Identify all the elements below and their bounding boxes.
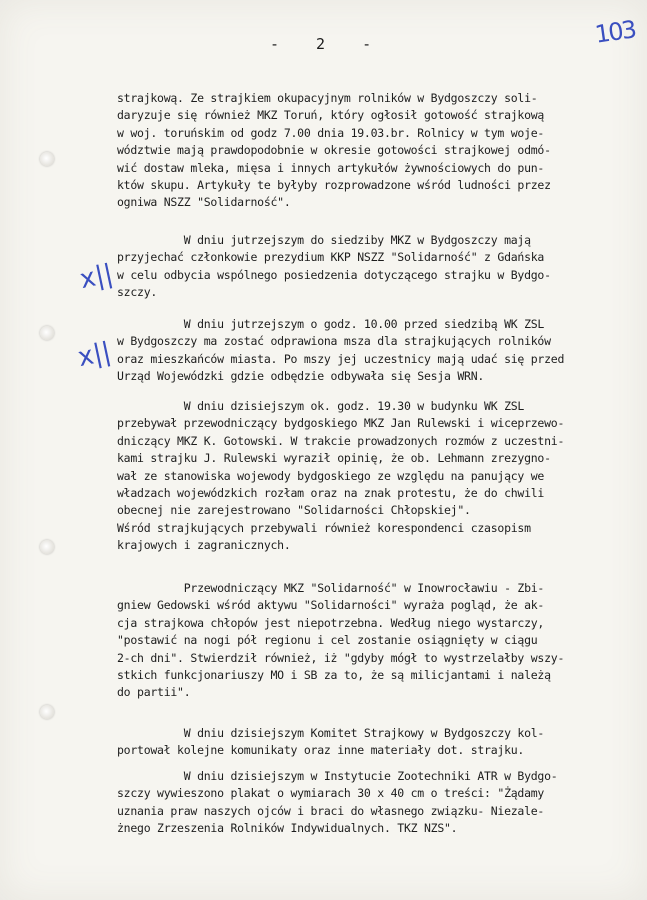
punch-hole [40,326,54,340]
paragraph: Przewodniczący MKZ "Solidarność" w Inowrocławiu - Zbi- gniew Gedowski wśród aktywu "Solidarności" wyraża pogląd, że ak- cja strajkowa chłopów jest niepotrzebna. Według niego wystarczy, "postawić na nogi pół regionu i cel zostanie osiągnięty w ciągu 2-ch dni". Stwierdził również, iż "gdyby mógł to wystrzelałby wszy- stkich funkcjonariuszy MO i SB za to, że są milicjantami i należą do partii". [117,581,565,700]
punch-hole [40,540,54,554]
paragraph: strajkową. Ze strajkiem okupacyjnym rolników w Bydgoszczy soli- daryzuje się również MKZ Toruń, który ogłosił gotowość strajkową w woj. toruńskim od godz 7.00 dnia 19.03.br. Rolnicy w tym woje- wództwie mają prawdopodobnie w okresie gotowości strajkowej odmó- wić dostaw mleka, mięsa i innych artykułów żywnościowych do pun- któw skupu. Artykuły te byłyby rozprowadzone wśród ludności przez ogniwa NSZZ "Solidarność". [117,91,551,210]
paragraph: W dniu dzisiejszym ok. godz. 19.30 w budynku WK ZSL przebywał przewodniczący bydgoskiego MKZ Jan Rulewski i wiceprzewo- dniczący MKZ K. Gotowski. W trakcie prowadzonych rozmów z uczestni- kami strajku J. Rulewski wyraził opinię, że ob. Lehmann zrezygno- wał ze stanowiska wojewody bydgoskiego ze względu na panujący we władzach wojewódzkich rozłam oraz na znak protestu, że do chwili obecnej nie zarejestrowano "Solidarności Chłopskiej". Wśród strajkujących przebywali również korespondenci czasopism krajowych i zagranicznych. [117,399,565,553]
paragraph: W dniu jutrzejszym do siedziby MKZ w Bydgoszczy mają przyjechać członkowie prezydium KKP NSZZ "Solidarność" z Gdańska w celu odbycia wspólnego posiedzenia dotyczącego strajku w Bydgo- szczy. [117,233,551,300]
margin-mark: x|| [75,336,114,374]
punch-hole [40,705,54,719]
paragraph: W dniu dzisiejszym w Instytucie Zootechniki ATR w Bydgo- szczy wywieszono plakat o wymiarach 30 x 40 cm o treści: "Żądamy uznania praw naszych ojców i braci do własnego związku- Niezale- żnego Zrzeszenia Rolników Indywidualnych. TKZ NZS". [117,769,558,836]
paragraph: W dniu dzisiejszym Komitet Strajkowy w Bydgoszczy kol- portował kolejne komunikaty oraz inne materiały dot. strajku. [117,726,545,758]
page-number: - 2 - [270,35,372,53]
handwritten-folio-number: 103 [593,15,637,49]
margin-mark: x|| [77,258,116,296]
punch-hole [40,152,54,166]
paragraph: W dniu jutrzejszym o godz. 10.00 przed siedzibą WK ZSL w Bydgoszczy ma zostać odprawiona msza dla strajkujących rolników oraz mieszkańców miasta. Po mszy jej uczestnicy mają udać się przed Urząd Wojewódzki gdzie odbędzie odbywała się Sesja WRN. [117,317,565,384]
